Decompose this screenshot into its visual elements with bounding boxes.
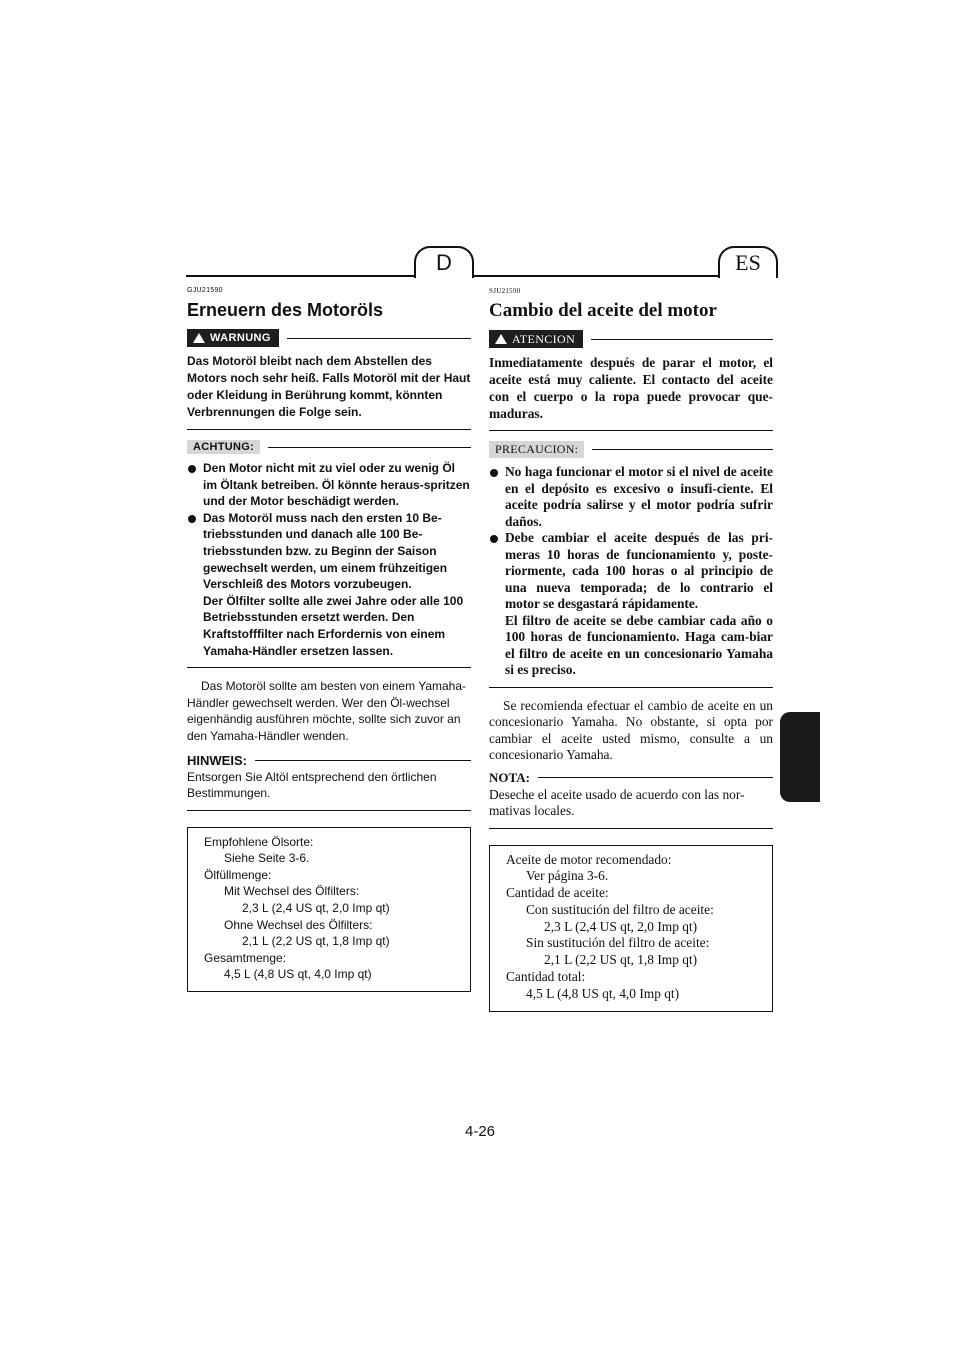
caution-list — [489, 464, 773, 679]
spanish-column — [489, 287, 773, 1012]
warning-text: Das Motoröl bleibt nach dem Abstellen des Motors noch sehr heiß. Falls Motoröl mit der Haut oder Kleidung in Berührung kommt, könnten Verbrennungen die Folge sein. — [187, 354, 471, 419]
spec-line: Empfohlene Ölsorte: — [204, 834, 314, 849]
divider — [287, 338, 471, 339]
section-title: Erneuern des Motoröls — [187, 300, 384, 320]
language-tab-es: ES — [718, 246, 778, 278]
header-rule — [186, 275, 776, 277]
spec-line: Cantidad total: — [506, 969, 586, 985]
note-header — [187, 753, 471, 768]
caution-list — [187, 460, 471, 659]
warning-badge — [187, 329, 279, 347]
warning-label: ATENCION — [512, 331, 576, 346]
warning-triangle-icon — [193, 333, 205, 343]
list-item-extra: Der Ölfilter sollte alle zwei Jahre oder alle 100 Betriebsstunden ersetzt werden. Den Kraftstofffilter nach Erfordernis von einem Yamaha-Händler ersetzen lassen. — [203, 593, 464, 658]
divider — [268, 447, 471, 448]
spec-line: Aceite de motor recomendado: — [506, 851, 672, 867]
divider — [538, 777, 773, 778]
list-item-extra: El filtro de aceite se debe cambiar cada año o 100 horas de funcionamiento. Haga cam-biar el filtro de aceite en un concesionario Yamaha si es preciso. — [505, 612, 773, 677]
divider — [187, 667, 471, 668]
bullet-icon — [188, 515, 196, 523]
note-header — [489, 770, 773, 786]
note-label: NOTA: — [489, 769, 530, 785]
divider — [592, 449, 773, 450]
section-title: Cambio del aceite del motor — [489, 300, 717, 321]
chapter-side-tab — [780, 712, 820, 802]
spec-line: Mit Wechsel des Ölfilters: — [224, 884, 360, 899]
caution-label: PRECAUCION: — [489, 441, 584, 458]
caution-header — [489, 441, 773, 458]
divider — [489, 828, 773, 829]
body-paragraph: Se recomienda efectuar el cambio de aceite en un concesionario Yamaha. No obstante, si opta por cambiar el aceite usted mismo, consulte a un concesionario Yamaha. — [489, 697, 773, 762]
divider — [187, 429, 471, 430]
page-number: 4-26 — [464, 1123, 496, 1140]
note-text: Entsorgen Sie Altöl entsprechend den örtlichen Bestimmungen. — [187, 769, 437, 801]
list-item-text: Das Motoröl muss nach den ersten 10 Be-triebsstunden und danach alle 100 Be-triebsstunden bzw. zu Beginn der Saison gewechselt werden, um einem frühzeitigen Verschleiß des Motors vorzubeugen. — [203, 510, 448, 592]
list-item — [489, 530, 773, 679]
list-item-text: Debe cambiar el aceite después de las pri-meras 10 horas de funcionamiento y, poste-riormente, cada 100 horas o al principio de una nueva temporada; de lo contrario el motor se desgastará rápidamente. — [505, 530, 773, 611]
spec-line: Ölfüllmenge: — [204, 867, 272, 882]
divider — [255, 760, 471, 761]
warning-text: Inmediatamente después de parar el motor, el aceite está muy caliente. El contacto del aceite con el cuerpo o la ropa puede provocar que-maduras. — [489, 355, 773, 421]
spec-line: 4,5 L (4,8 US qt, 4,0 Imp qt) — [224, 967, 372, 982]
spec-line: 2,1 L (2,2 US qt, 1,8 Imp qt) — [242, 934, 390, 949]
warning-triangle-icon — [495, 334, 507, 344]
spec-box — [187, 827, 471, 992]
list-item-text: No haga funcionar el motor si el nivel de aceite en el depósito es excesivo o insufi-ciente. El aceite podría salirse y el motor podría sufrir daños. — [505, 464, 773, 529]
language-tab-d: D — [414, 246, 474, 278]
spec-line: Ohne Wechsel des Ölfilters: — [224, 917, 373, 932]
warning-label: WARNUNG — [210, 332, 271, 344]
note-label: HINWEIS: — [187, 752, 247, 768]
spec-line: 2,1 L (2,2 US qt, 1,8 Imp qt) — [544, 952, 698, 968]
caution-label: ACHTUNG: — [187, 440, 260, 454]
bullet-icon — [490, 535, 498, 543]
list-item — [187, 510, 471, 659]
body-paragraph: Das Motoröl sollte am besten von einem Yamaha-Händler gewechselt werden. Wer den Öl-wechsel eigenhändig ausführen möchte, sollte sich zuvor an den Yamaha-Händler wenden. — [187, 679, 467, 743]
spec-box — [489, 845, 773, 1012]
warning-badge — [489, 330, 583, 348]
warning-header — [187, 329, 471, 347]
divider — [489, 687, 773, 688]
spec-line: 2,3 L (2,4 US qt, 2,0 Imp qt) — [242, 901, 390, 916]
section-code: GJU21590 — [187, 287, 223, 294]
spec-line: Gesamtmenge: — [204, 950, 287, 965]
spec-line: Siehe Seite 3-6. — [224, 851, 310, 866]
divider — [489, 430, 773, 431]
divider — [591, 339, 773, 340]
bullet-icon — [490, 469, 498, 477]
list-item — [489, 464, 773, 530]
spec-line: Con sustitución del filtro de aceite: — [526, 901, 714, 917]
spec-line: Ver página 3-6. — [526, 868, 609, 884]
caution-header — [187, 440, 471, 454]
german-column — [187, 287, 471, 992]
spec-line: 4,5 L (4,8 US qt, 4,0 Imp qt) — [526, 985, 680, 1001]
divider — [187, 810, 471, 811]
bullet-icon — [188, 465, 196, 473]
spec-line: Sin sustitución del filtro de aceite: — [526, 935, 710, 951]
note-text: Deseche el aceite usado de acuerdo con las nor-mativas locales. — [489, 786, 745, 818]
spec-line: 2,3 L (2,4 US qt, 2,0 Imp qt) — [544, 918, 698, 934]
list-item — [187, 460, 471, 510]
list-item-text: Den Motor nicht mit zu viel oder zu wenig Öl im Öltank betreiben. Öl könnte heraus-spritzen und der Motor beschädigt werden. — [203, 461, 470, 509]
section-code: SJU21590 — [489, 287, 521, 295]
warning-header — [489, 330, 773, 348]
spec-line: Cantidad de aceite: — [506, 885, 609, 901]
